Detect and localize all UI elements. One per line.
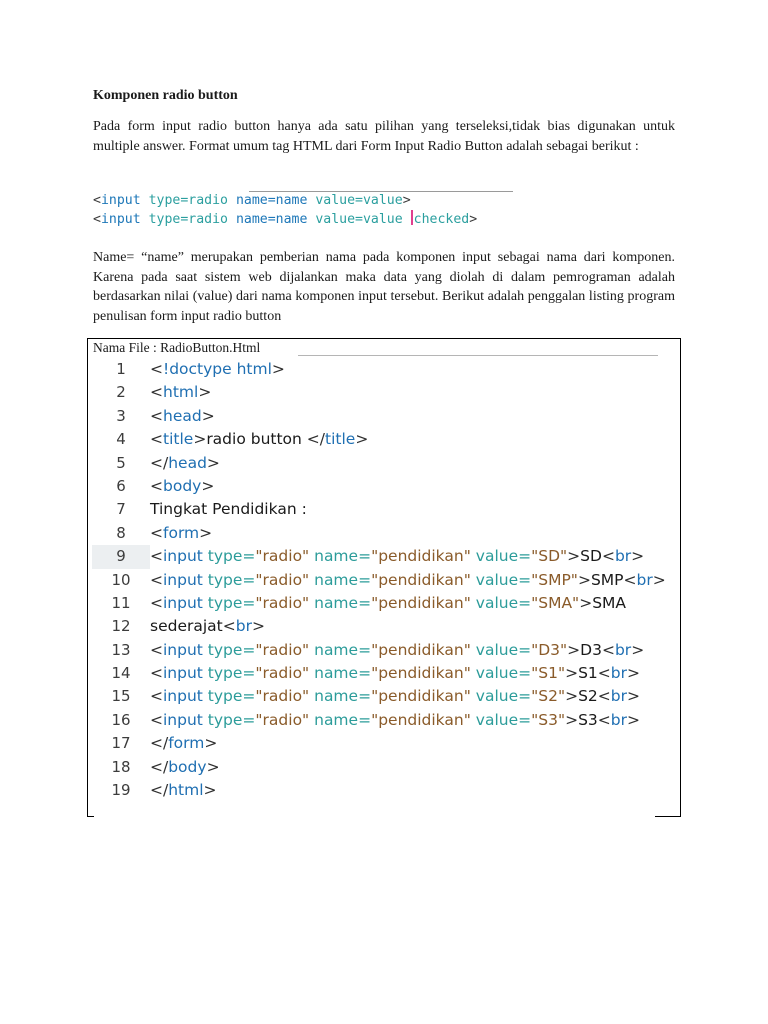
code-line [92,545,676,568]
code-token: br [235,617,252,636]
code-token: type= [202,547,256,566]
code-token: > [198,383,212,402]
line-number: 19 [111,781,131,800]
line-number: 3 [116,406,126,425]
code-token: < [597,664,611,683]
code-token: name= [309,710,372,729]
code-token: "pendidikan" [371,710,471,729]
code-token: > [204,734,218,753]
code-token: S3 [578,710,598,729]
code-text [150,358,285,381]
code-text [150,475,214,498]
line-number: 1 [116,360,126,378]
code-token: name= [309,640,372,659]
code-token: > [567,640,581,659]
code-token: "radio" [255,710,310,729]
code-token: "SMP" [531,570,578,589]
code-token: "pendidikan" [371,687,471,706]
code-token: "pendidikan" [371,593,471,612]
line-number: 10 [111,570,131,589]
code-line [92,685,676,708]
code-token: < [623,570,637,589]
code-token: title [163,430,194,449]
code-token: SD [580,547,602,566]
code-token: input [163,710,203,729]
code-token: html [168,781,204,800]
code-token: "S2" [531,687,566,706]
line-number: 8 [116,523,126,542]
code-line [92,452,676,475]
line-number: 7 [116,500,126,519]
code-line [92,569,676,592]
box-corner-right [655,816,681,817]
code-token: SMP [590,570,624,589]
code-line [92,592,676,615]
code-line [92,662,676,685]
text-cursor [411,210,413,225]
code-token: type= [202,687,256,706]
line-number: 13 [111,640,131,659]
code-text [150,592,626,615]
code-token: < [597,687,611,706]
code-token: "radio" [255,547,310,566]
code-line [92,615,676,638]
code-token: </ [150,734,169,753]
code-text [150,452,220,475]
line-number: 18 [111,757,131,776]
code-token: "pendidikan" [371,547,471,566]
code-listing-box [87,338,681,816]
code-line [92,498,676,521]
code-token: D3 [580,640,602,659]
code-text [150,545,644,568]
code-token: < [150,570,163,589]
code-token: name= [309,687,372,706]
code-token: < [150,476,163,495]
code-text [150,709,640,732]
code-text [150,779,217,802]
line-number: 12 [111,617,131,636]
code-token: "radio" [255,593,310,612]
code-token: form [168,734,205,753]
code-token: radio button [206,430,307,449]
code-token: > [206,453,220,472]
code-token: < [150,640,163,659]
code-token: </ [150,453,169,472]
code-token: < [150,593,163,612]
code-token: > [565,710,579,729]
code-token: > [201,476,215,495]
code-token: < [150,710,163,729]
code-token: "pendidikan" [371,664,471,683]
code-token: br [636,570,653,589]
code-token: "pendidikan" [371,640,471,659]
code-token: < [150,360,163,378]
code-token: br [614,547,632,566]
code-text [150,428,368,451]
code-token: type= [202,593,256,612]
code-line [92,428,676,451]
code-token: input [163,664,203,683]
code-token: "S3" [531,710,566,729]
code-token: < [150,406,163,425]
code-token: value= [470,687,532,706]
code-token: > [565,687,579,706]
code-token: value= [470,547,532,566]
code-line [92,475,676,498]
code-token: value= [470,570,532,589]
code-token: > [251,617,265,636]
code-token: </ [306,430,326,449]
code-token: value= [470,664,532,683]
code-token: input [163,640,203,659]
code-token: !doctype html [163,360,272,378]
snippet-line-1: <input type=radio name=name value=value> [93,193,411,208]
box-corner-left [87,816,94,817]
code-token: < [601,547,615,566]
code-token: "radio" [255,570,310,589]
code-token: type= [202,570,256,589]
code-token: value= [470,640,532,659]
line-number: 9 [92,545,150,568]
code-token: < [150,687,163,706]
code-line [92,358,676,381]
code-token: "SMA" [531,593,580,612]
file-label-divider [298,355,658,356]
code-token: input [163,547,203,566]
line-number: 14 [111,664,131,683]
code-token: > [631,640,645,659]
code-token: br [610,710,627,729]
code-token: > [201,406,215,425]
code-token: > [652,570,666,589]
code-token: "S1" [531,664,566,683]
code-token: > [579,593,593,612]
code-token: br [610,687,627,706]
code-token: SMA [592,593,627,612]
code-token: > [577,570,591,589]
code-token: name= [309,547,372,566]
code-text [150,756,220,779]
code-token: sederajat [150,617,223,636]
code-line [92,732,676,755]
code-token: S1 [578,664,598,683]
code-token: "radio" [255,687,310,706]
code-token: "radio" [255,640,310,659]
line-number: 17 [111,734,131,753]
code-line [92,779,676,802]
code-line [92,405,676,428]
code-editor [92,358,676,802]
intro-paragraph: Pada form input radio button hanya ada satu pilihan yang terseleksi,tidak bias digunakan untuk multiple answer. Format umum tag HTML dari Form Input Radio Button adalah sebagai berikut : [93,119,675,154]
code-line [92,756,676,779]
code-text [150,685,640,708]
code-text [150,498,307,521]
code-token: </ [150,757,169,776]
code-text [150,662,640,685]
snippet-line-2: <input type=radio name=name value=value checked> [93,212,478,227]
code-text [150,405,215,428]
line-number: 5 [116,453,126,472]
code-token: Tingkat Pendidikan : [150,500,307,519]
line-number: 4 [116,430,126,449]
code-token: head [168,453,207,472]
code-token: name= [309,570,372,589]
code-text [150,569,666,592]
code-token: value= [470,593,532,612]
code-token: input [163,570,203,589]
code-token: > [206,757,220,776]
code-text [150,522,212,545]
code-token: > [193,430,207,449]
line-number: 11 [111,593,131,612]
file-name-label: Nama File : RadioButton.Html [93,340,261,355]
code-token: html [163,383,199,402]
line-number: 16 [111,710,131,729]
name-explanation-paragraph: Name= “name” merupakan pemberian nama pada komponen input sebagai nama dari komponen. Karena pada saat sistem web dijalankan maka data yang diolah di dalam pemrograman adalah berdasarkan nilai (value) dari nama komponen input tersebut. Berikut adalah penggalan listing program penulisan form input radio button [93,250,675,324]
code-token: > [355,430,369,449]
code-token: < [150,664,163,683]
line-number: 6 [116,476,126,495]
code-token: > [627,687,640,706]
code-token: input [163,687,203,706]
code-token: "pendidikan" [371,570,471,589]
code-token: form [163,523,200,542]
code-text [150,732,217,755]
code-token: > [199,523,213,542]
code-token: < [150,523,163,542]
code-token: type= [202,640,256,659]
code-token: "SD" [531,547,568,566]
code-token: "D3" [531,640,568,659]
code-token: </ [150,781,169,800]
code-token: < [222,617,236,636]
line-number: 15 [111,687,131,706]
code-token: > [627,710,640,729]
code-line [92,639,676,662]
code-token: < [597,710,611,729]
code-token: < [601,640,615,659]
code-token: type= [202,664,256,683]
code-token: value= [470,710,532,729]
code-token: < [150,430,163,449]
code-token: input [163,593,203,612]
code-token: > [271,360,285,378]
code-token: br [610,664,627,683]
code-token: > [565,664,579,683]
code-token: "radio" [255,664,310,683]
syntax-snippet [93,190,523,230]
code-token: > [631,547,645,566]
code-text [150,615,265,638]
section-heading: Komponen radio button [93,88,238,103]
code-token: type= [202,710,256,729]
code-token: < [150,383,163,402]
code-token: > [203,781,217,800]
code-text [150,381,211,404]
code-token: < [150,547,163,566]
code-token: name= [309,664,372,683]
code-line [92,381,676,404]
code-token: > [627,664,640,683]
line-number: 2 [116,383,126,402]
code-token: title [325,430,356,449]
code-line [92,522,676,545]
code-line [92,709,676,732]
code-token: S2 [578,687,598,706]
code-token: head [163,406,202,425]
code-token: br [614,640,632,659]
code-token: name= [309,593,372,612]
code-token: > [567,547,581,566]
code-text [150,639,644,662]
code-token: body [168,757,207,776]
code-token: body [163,476,202,495]
